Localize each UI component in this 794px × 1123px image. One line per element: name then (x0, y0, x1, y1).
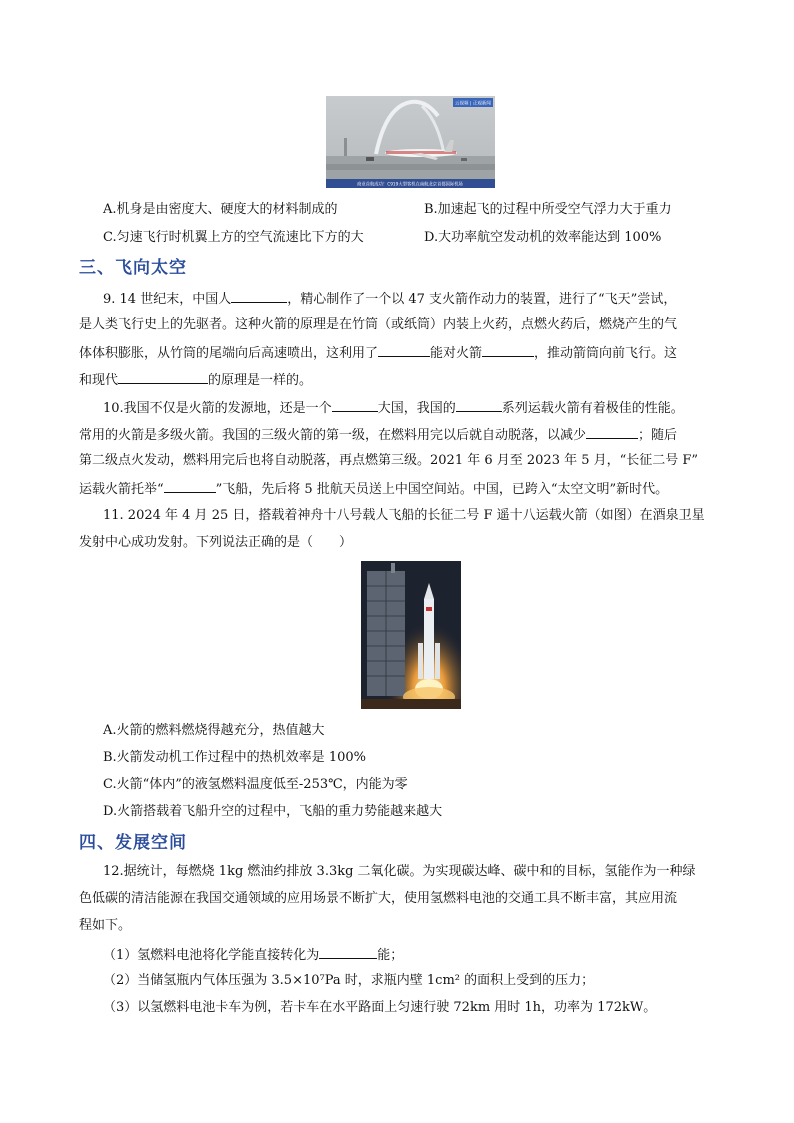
section-4-heading: 四、发展空间 (79, 833, 187, 853)
q12-blank-1 (319, 944, 377, 959)
q9-blank-2 (378, 342, 430, 357)
q11-option-c: C.火箭“体内”的液氢燃料温度低至-253℃，内能为零 (103, 777, 408, 792)
q10-text: 常用的火箭是多级火箭。我国的三级火箭的第一级，在燃料用完以后就自动脱落，以减少 (79, 428, 587, 443)
q9-text: 9. 14 世纪末，中国人 (103, 292, 232, 307)
q10-blank-2 (456, 397, 502, 412)
q12-line-1: 12.据统计，每燃烧 1kg 燃油约排放 3.3kg 二氧化碳。为实现碳达峰、碳中和的目标，氢能作为一种绿 (103, 864, 696, 879)
q9-text: 的原理是一样的。 (208, 373, 313, 388)
q9-text: 能对火箭 (430, 346, 483, 361)
q12-sub-3: （3）以氢燃料电池卡车为例，若卡车在水平路面上匀速行驶 72km 用时 1h，功率为 172kW。 (103, 1000, 657, 1015)
q9-line-4 (79, 369, 312, 391)
airplane-photo-logo: 云视频 | 正观新闻 (455, 101, 491, 107)
prev-option-b: B.加速起飞的过程中所受空气浮力大于重力 (424, 202, 672, 217)
rocket-illustration (361, 561, 461, 709)
q9-blank-1 (231, 288, 287, 303)
q9-text: 体体积膨胀，从竹筒的尾端向后高速喷出，这利用了 (79, 346, 379, 361)
q10-line-3: 第二级点火发动，燃料用完后也将自动脱落，再点燃第三级。2021 年 6 月至 2023 年 5 月，“长征二号 F” (79, 453, 699, 468)
airplane-illustration (326, 96, 495, 188)
rocket-photo (361, 561, 461, 709)
q10-text: 运载火箭托举“ (79, 482, 164, 497)
q10-text: 系列运载火箭有着极佳的性能。 (501, 401, 684, 416)
section-3-heading: 三、飞向太空 (79, 258, 187, 278)
q11-option-d: D.火箭搭载着飞船升空的过程中，飞船的重力势能越来越大 (103, 804, 443, 819)
q12-text: （1）氢燃料电池将化学能直接转化为 (103, 948, 320, 963)
q9-blank-4 (118, 369, 208, 384)
q9-text: ，推动箭筒向前飞行。这 (534, 346, 678, 361)
q11-option-a: A.火箭的燃料燃烧得越充分，热值越大 (103, 723, 325, 738)
q10-blank-1 (332, 397, 378, 412)
prev-option-a: A.机身是由密度大、硬度大的材料制成的 (103, 202, 338, 217)
q9-text: 和现代 (79, 373, 119, 388)
q11-line-1: 11. 2024 年 4 月 25 日，搭载着神舟十八号载人飞船的长征二号 F 遥十八运载火箭（如图）在酒泉卫星 (103, 508, 705, 523)
q12-text: 能； (377, 948, 404, 963)
q11-option-b: B.火箭发动机工作过程中的热机效率是 100% (103, 750, 366, 765)
q10-line-2 (79, 424, 677, 446)
q12-sub-2: （2）当储氢瓶内气体压强为 3.5×10⁷Pa 时，求瓶内壁 1cm² 的面积上受到的压力； (103, 973, 595, 988)
q10-text: ；随后 (638, 428, 678, 443)
q10-text: 大国，我国的 (377, 401, 456, 416)
q10-line-1 (103, 397, 684, 419)
q12-line-3: 程如下。 (79, 918, 132, 933)
q10-blank-3 (586, 424, 638, 439)
airplane-photo-caption: 商业首航成功！C919大型客机在南航北京首都国际机场 (357, 182, 463, 188)
q9-line-1 (103, 288, 676, 310)
prev-option-c: C.匀速飞行时机翼上方的空气流速比下方的大 (103, 230, 364, 245)
q10-text: 10.我国不仅是火箭的发源地，还是一个 (103, 401, 332, 416)
q9-text: ，精心制作了一个以 47 支火箭作动力的装置，进行了“飞天”尝试， (287, 292, 677, 307)
q12-sub-1 (103, 944, 403, 966)
q10-line-4 (79, 478, 668, 500)
q11-line-2: 发射中心成功发射。下列说法正确的是（ ） (79, 535, 353, 550)
q10-text: ”飞船，先后将 5 批航天员送上中国空间站。中国，已跨入“太空文明”新时代。 (215, 482, 669, 497)
q9-line-2: 是人类飞行史上的先驱者。这种火箭的原理是在竹筒（或纸筒）内装上火药，点燃火药后，燃烧产生的气 (79, 317, 678, 332)
q12-line-2: 色低碳的清洁能源在我国交通领域的应用场景不断扩大，使用氢燃料电池的交通工具不断丰富，其应用流 (79, 891, 678, 906)
airplane-photo (326, 96, 495, 188)
q9-line-3 (79, 342, 677, 364)
q9-blank-3 (482, 342, 534, 357)
q10-blank-4 (164, 478, 216, 493)
prev-option-d: D.大功率航空发动机的效率能达到 100% (424, 230, 662, 245)
